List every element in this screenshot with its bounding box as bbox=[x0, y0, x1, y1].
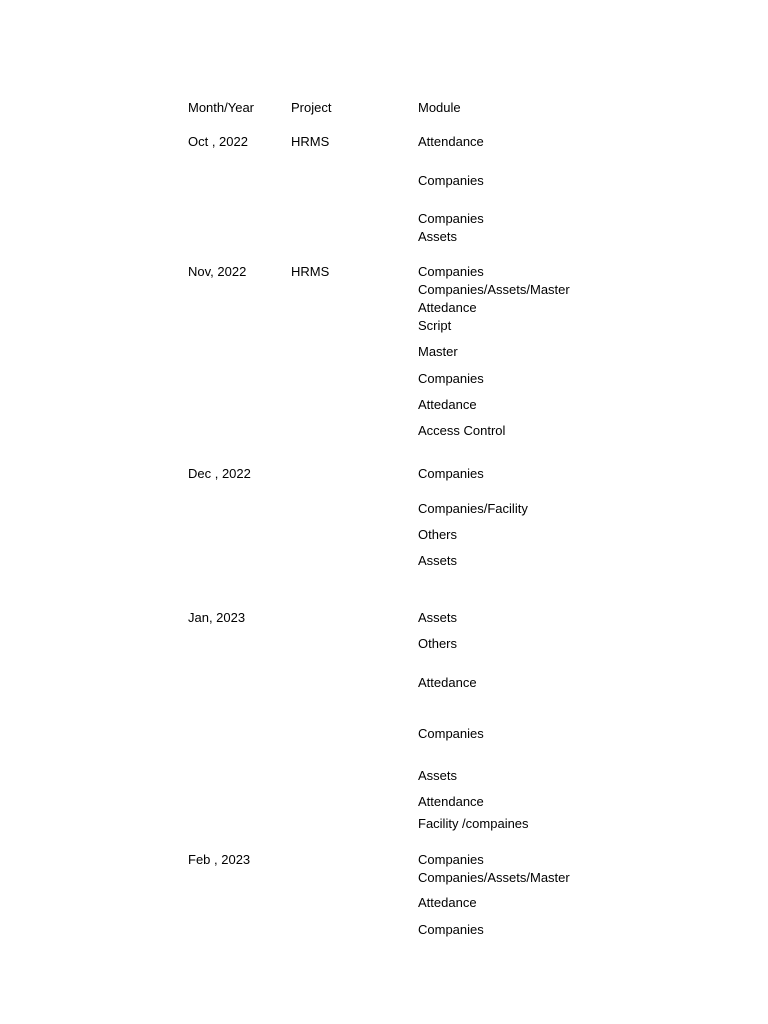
header-module: Module bbox=[418, 100, 461, 115]
module-cell: Companies bbox=[418, 466, 484, 481]
module-cell: Attedance bbox=[418, 300, 477, 315]
module-cell: Attedance bbox=[418, 675, 477, 690]
module-cell: Facility /compaines bbox=[418, 816, 529, 831]
module-cell: Companies/Assets/Master bbox=[418, 282, 570, 297]
project-cell: HRMS bbox=[291, 264, 330, 279]
module-cell: Companies bbox=[418, 173, 484, 188]
project-cell: HRMS bbox=[291, 134, 330, 149]
module-cell: Companies bbox=[418, 726, 484, 741]
month-cell: Nov, 2022 bbox=[188, 264, 247, 279]
module-cell: Companies bbox=[418, 852, 484, 867]
module-cell: Assets bbox=[418, 553, 458, 568]
module-cell: Master bbox=[418, 344, 458, 359]
header-project: Project bbox=[291, 100, 332, 115]
month-cell: Oct , 2022 bbox=[188, 134, 248, 149]
module-cell: Companies/Assets/Master bbox=[418, 870, 570, 885]
module-cell: Companies bbox=[418, 371, 484, 386]
module-cell: Companies bbox=[418, 264, 484, 279]
module-cell: Assets bbox=[418, 768, 458, 783]
module-cell: Assets bbox=[418, 610, 458, 625]
module-cell: Assets bbox=[418, 229, 458, 244]
month-cell: Jan, 2023 bbox=[188, 610, 246, 625]
module-cell: Attedance bbox=[418, 895, 477, 910]
month-cell: Dec , 2022 bbox=[188, 466, 251, 481]
module-cell: Attendance bbox=[418, 794, 484, 809]
module-cell: Companies bbox=[418, 922, 484, 937]
module-cell: Others bbox=[418, 636, 458, 651]
module-cell: Access Control bbox=[418, 423, 506, 438]
module-cell: Others bbox=[418, 527, 458, 542]
month-cell: Feb , 2023 bbox=[188, 852, 251, 867]
module-cell: Attedance bbox=[418, 397, 477, 412]
module-cell: Companies/Facility bbox=[418, 501, 528, 516]
header-month-year: Month/Year bbox=[188, 100, 255, 115]
module-cell: Companies bbox=[418, 211, 484, 226]
module-cell: Attendance bbox=[418, 134, 484, 149]
module-cell: Script bbox=[418, 318, 452, 333]
